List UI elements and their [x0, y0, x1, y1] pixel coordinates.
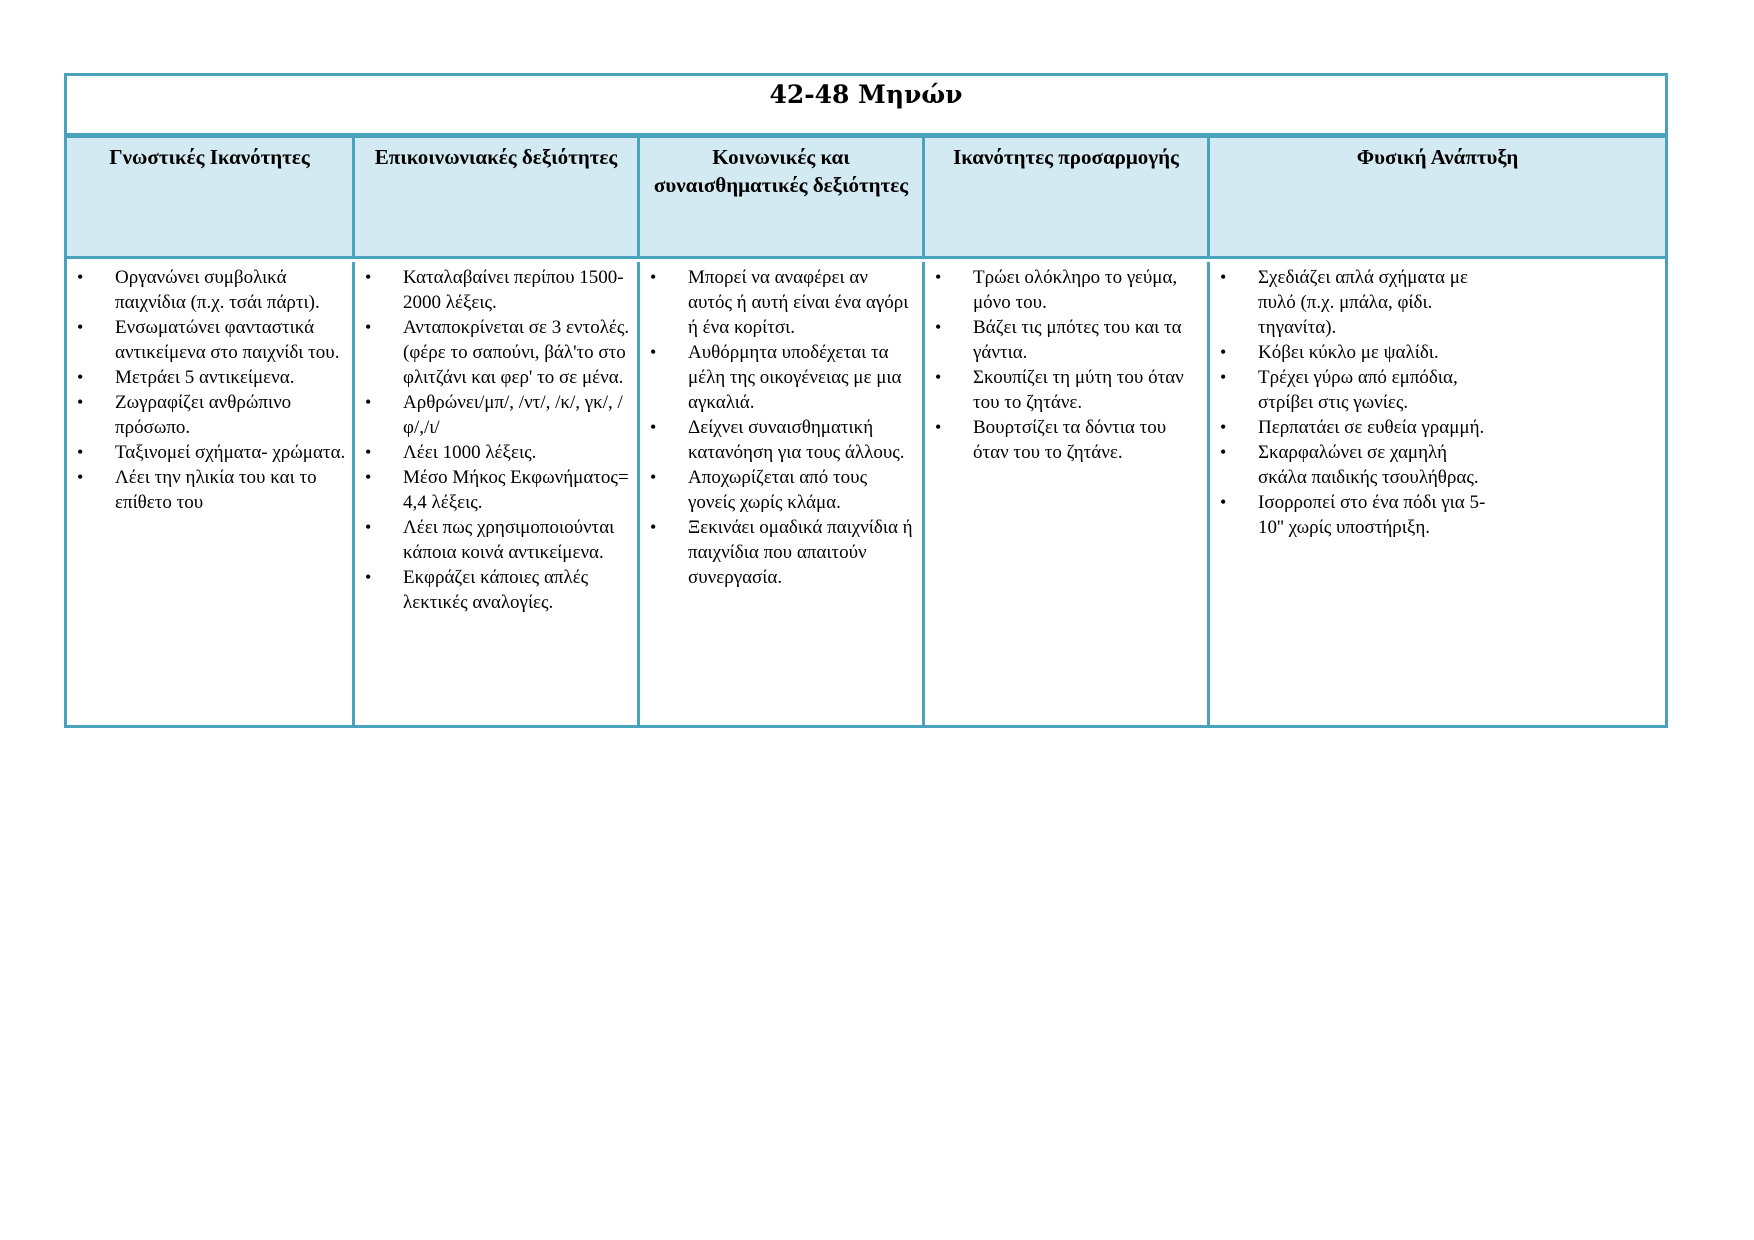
header-cell-physical: [1207, 138, 1665, 256]
skill-list: [355, 262, 637, 615]
column-heading: Κοινωνικές και συναισθηματικές δεξιότητες: [653, 145, 909, 197]
bullet-icon: •: [1220, 442, 1227, 462]
column-heading: Επικοινωνιακές δεξιότητες: [374, 145, 618, 169]
list-item: • Ενσωματώνει φανταστικά αντικείμενα στο παιχνίδι του.: [77, 317, 340, 363]
bullet-icon: •: [1220, 492, 1227, 512]
list-item: • Αποχωρίζεται από τους γονείς χωρίς κλάμα.: [650, 467, 868, 513]
body-cell-communication: [352, 262, 637, 728]
list-item: • Οργανώνει συμβολικά παιχνίδια (π.χ. τσάι πάρτι).: [77, 267, 320, 313]
list-item: • Βάζει τις μπότες του και τα γάντια.: [935, 317, 1182, 363]
list-item: • Ζωγραφίζει ανθρώπινο πρόσωπο.: [77, 392, 292, 438]
list-item: • Σχεδιάζει απλά σχήματα με πυλό (π.χ. μπάλα, φίδι. τηγανίτα).: [1220, 267, 1468, 338]
skill-list: [67, 262, 352, 515]
bullet-icon: •: [935, 317, 942, 337]
bullet-icon: •: [650, 467, 657, 487]
bullet-icon: •: [77, 317, 84, 337]
list-item: • Λέει πως χρησιμοποιούνται κάποια κοινά αντικείμενα.: [365, 517, 615, 563]
list-item: • Ταξινομεί σχήματα- χρώματα.: [77, 442, 346, 463]
list-item: • Λέει 1000 λέξεις.: [365, 442, 537, 463]
column-heading: Φυσική Ανάπτυξη: [1356, 145, 1519, 169]
bullet-icon: •: [935, 367, 942, 387]
bullet-icon: •: [1220, 342, 1227, 362]
list-item: • Ισορροπεί στο ένα πόδι για 5-10'' χωρίς υποστήριξη.: [1220, 492, 1486, 538]
list-item: • Περπατάει σε ευθεία γραμμή.: [1220, 417, 1485, 438]
list-item: • Λέει την ηλικία του και το επίθετο του: [77, 467, 317, 513]
list-item: • Δείχνει συναισθηματική κατανόηση για τους άλλους.: [650, 417, 905, 463]
header-cell-social-emotional: [637, 138, 922, 256]
bullet-icon: •: [77, 267, 84, 287]
list-item: • Τρέχει γύρω από εμπόδια, στρίβει στις γωνίες.: [1220, 367, 1458, 413]
list-item: • Εκφράζει κάποιες απλές λεκτικές αναλογίες.: [365, 567, 589, 613]
list-item: • Μπορεί να αναφέρει αν αυτός ή αυτή είναι ένα αγόρι ή ένα κορίτσι.: [650, 267, 909, 338]
list-item: • Τρώει ολόκληρο το γεύμα, μόνο του.: [935, 267, 1178, 313]
bullet-icon: •: [650, 342, 657, 362]
bullet-icon: •: [365, 442, 372, 462]
list-item: • Σκουπίζει τη μύτη του όταν του το ζητάνε.: [935, 367, 1184, 413]
body-row: [67, 262, 1665, 728]
bullet-icon: •: [1220, 367, 1227, 387]
development-table: [64, 73, 1668, 728]
list-item: • Αρθρώνει/μπ/, /ντ/, /κ/, γκ/, /φ/,/ι/: [365, 392, 623, 438]
skill-list: [925, 262, 1207, 465]
bullet-icon: •: [650, 517, 657, 537]
skill-list: [1210, 262, 1501, 540]
bullet-icon: •: [1220, 267, 1227, 287]
table-title-row: [67, 76, 1665, 138]
bullet-icon: •: [650, 267, 657, 287]
bullet-icon: •: [1220, 417, 1227, 437]
bullet-icon: •: [365, 567, 372, 587]
bullet-icon: •: [365, 267, 372, 287]
header-cell-communication: [352, 138, 637, 256]
list-item: • Σκαρφαλώνει σε χαμηλή σκάλα παιδικής τσουλήθρας.: [1220, 442, 1479, 488]
header-cell-cognitive: [67, 138, 352, 256]
bullet-icon: •: [365, 392, 372, 412]
bullet-icon: •: [77, 367, 84, 387]
list-item: • Αυθόρμητα υποδέχεται τα μέλη της οικογένειας με μια αγκαλιά.: [650, 342, 902, 413]
skill-list: [640, 262, 922, 590]
body-cell-physical: [1207, 262, 1665, 728]
bullet-icon: •: [935, 417, 942, 437]
bullet-icon: •: [77, 467, 84, 487]
list-item: • Βουρτσίζει τα δόντια του όταν του το ζητάνε.: [935, 417, 1167, 463]
bullet-icon: •: [935, 267, 942, 287]
list-item: • Ξεκινάει ομαδικά παιχνίδια ή παιχνίδια που απαιτούν συνεργασία.: [650, 517, 913, 588]
body-cell-social-emotional: [637, 262, 922, 728]
bullet-icon: •: [77, 392, 84, 412]
bullet-icon: •: [650, 417, 657, 437]
bullet-icon: •: [365, 467, 372, 487]
list-item: • Μετράει 5 αντικείμενα.: [77, 367, 295, 388]
header-row: [67, 138, 1665, 259]
body-cell-cognitive: [67, 262, 352, 728]
table-title: 42-48 Μηνών: [769, 80, 963, 109]
body-cell-adaptive: [922, 262, 1207, 728]
column-heading: Γνωστικές Ικανότητες: [109, 145, 310, 169]
list-item: • Κόβει κύκλο με ψαλίδι.: [1220, 342, 1439, 363]
header-cell-adaptive: [922, 138, 1207, 256]
list-item: • Καταλαβαίνει περίπου 1500-2000 λέξεις.: [365, 267, 624, 313]
bullet-icon: •: [365, 517, 372, 537]
column-heading: Ικανότητες προσαρμογής: [953, 145, 1179, 169]
bullet-icon: •: [77, 442, 84, 462]
bullet-icon: •: [365, 317, 372, 337]
list-item: • Ανταποκρίνεται σε 3 εντολές. (φέρε το σαπούνι, βάλ'το στο φλιτζάνι και φερ' το σε μένα.: [365, 317, 630, 388]
list-item: • Μέσο Μήκος Εκφωνήματος= 4,4 λέξεις.: [365, 467, 629, 513]
